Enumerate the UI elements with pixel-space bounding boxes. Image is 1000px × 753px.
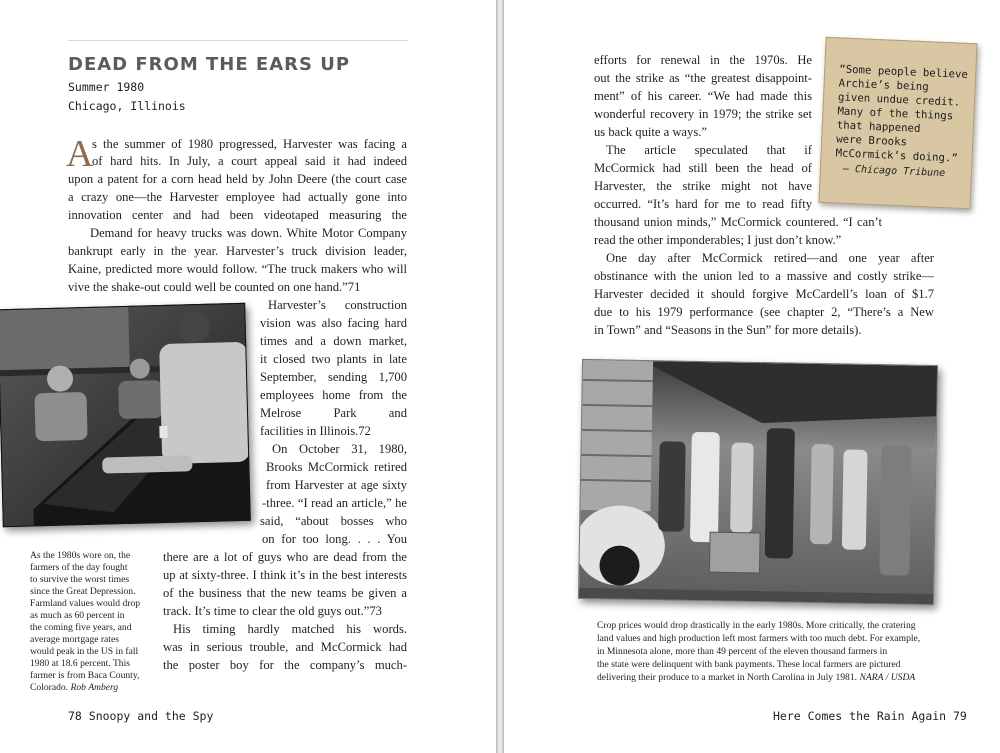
caption-line: the coming five years, and bbox=[30, 622, 132, 633]
body-line: due to his 1979 performance (see chapter 2, “There’s a New bbox=[594, 305, 934, 319]
body-line: One day after McCormick retired—and one year after bbox=[606, 251, 934, 265]
pull-quote-card bbox=[818, 37, 977, 209]
caption-text: delivering their produce to a market in North Carolina in July 1981. bbox=[597, 672, 858, 683]
dateline-place: Chicago, Illinois bbox=[68, 99, 186, 113]
body-line: Harvester decided it should forgive McCardell’s loan of $1.7 bbox=[594, 287, 934, 301]
caption-line: land values and high production left most farmers with too much debt. For example, bbox=[597, 633, 921, 644]
chapter-title: DEAD FROM THE EARS UP bbox=[68, 54, 351, 75]
body-line: Harvester’s construction bbox=[268, 298, 407, 312]
caption-line: would peak in the US in fall bbox=[30, 646, 139, 657]
caption-last-line bbox=[30, 682, 118, 694]
body-line: from Harvester at age sixty bbox=[266, 478, 407, 492]
body-line: was in serious trouble, and McCormick had bbox=[163, 640, 407, 654]
quote-source: – Chicago Tribune bbox=[842, 163, 946, 180]
header-rule bbox=[68, 40, 408, 41]
body-line: up at sixty-three. I think it’s in the best interests bbox=[163, 568, 407, 582]
caption-line: farmers of the day fought bbox=[30, 562, 128, 573]
body-line: read the other imponderables; I just don’t know.” bbox=[594, 233, 842, 247]
caption-line: Crop prices would drop drastically in the early 1980s. More critically, the cratering bbox=[597, 620, 916, 631]
produce-market-photo bbox=[578, 359, 938, 605]
body-line: said, “about bosses who bbox=[260, 514, 407, 528]
body-line: in Town” and “Seasons in the Sun” for more details). bbox=[594, 323, 862, 337]
body-line: on for too long. . . . You bbox=[262, 532, 407, 546]
body-line: His timing hardly matched his words. bbox=[173, 622, 407, 636]
caption-line: as much as 60 percent in bbox=[30, 610, 125, 621]
caption-text: Colorado. bbox=[30, 682, 69, 693]
body-line: upon a patent for a corn head held by John Deere (the court case bbox=[68, 172, 407, 186]
farmers-table-photo bbox=[0, 303, 251, 527]
body-line: out the strike as “the greatest disappoint- bbox=[594, 71, 812, 85]
quote-line: were Brooks bbox=[835, 132, 908, 149]
quote-line: McCormick’s doing.” bbox=[835, 146, 959, 165]
body-line: efforts for renewal in the 1970s. He bbox=[594, 53, 812, 67]
quote-line: that happened bbox=[836, 118, 921, 135]
body-line: it closed two plants in late bbox=[260, 352, 407, 366]
body-line: employees home from the bbox=[260, 388, 407, 402]
body-line: a crazy one—the Harvester employee had actually gone into bbox=[68, 190, 407, 204]
body-line: obstinance with the union led to a massive and costly strike— bbox=[594, 269, 934, 283]
page-folio-right: Here Comes the Rain Again 79 bbox=[773, 709, 967, 723]
body-line: innovation center and had been videotaped measuring the bbox=[68, 208, 407, 222]
body-line: times and a down market, bbox=[260, 334, 407, 348]
body-line: -three. “I read an article,” he bbox=[262, 496, 407, 510]
body-line: s the summer of 1980 progressed, Harvester was facing a bbox=[92, 137, 407, 151]
body-line: us back quite a ways.” bbox=[594, 125, 707, 139]
body-line: September, sending 1,700 bbox=[260, 370, 407, 384]
body-line: vision was also facing hard bbox=[260, 316, 407, 330]
body-line: Melrose Park and bbox=[260, 406, 407, 420]
quote-line: “Some people believe bbox=[839, 62, 969, 81]
caption-line: farmer is from Baca County, bbox=[30, 670, 140, 681]
photo-credit: NARA / USDA bbox=[859, 672, 916, 683]
body-line: Kaine, predicted more would follow. “The truck makers who will bbox=[68, 262, 407, 276]
body-line: Brooks McCormick retired bbox=[266, 460, 407, 474]
caption-line: 1980 at 18.6 percent. This bbox=[30, 658, 131, 669]
dateline-date: Summer 1980 bbox=[68, 80, 145, 94]
caption-line: average mortgage rates bbox=[30, 634, 119, 645]
caption-line: Farmland values would drop bbox=[30, 598, 141, 609]
body-line: occurred. “It’s hard for me to read fifty bbox=[594, 197, 812, 211]
body-line: the poster boy for the company’s much- bbox=[163, 658, 407, 672]
quote-line: Many of the things bbox=[837, 104, 954, 123]
body-line: track. It’s time to clear the old guys out.”73 bbox=[163, 604, 382, 618]
body-line: of the business that the new teams be given a bbox=[163, 586, 407, 600]
body-line: wonderful recovery in 1979; the strike set bbox=[594, 107, 812, 121]
caption-line: As the 1980s wore on, the bbox=[30, 550, 131, 561]
caption-line: to survive the worst times bbox=[30, 574, 130, 585]
caption-last-line bbox=[597, 672, 915, 684]
body-line: Demand for heavy trucks was down. White Motor Company bbox=[90, 226, 407, 240]
body-line: thousand union minds,” McCormick countered. “I can’t bbox=[594, 215, 882, 229]
body-line: ment” of his career. “We had made this bbox=[594, 89, 812, 103]
body-line: Harvester, the strike might not have bbox=[594, 179, 812, 193]
page-folio-left: 78 Snoopy and the Spy bbox=[68, 709, 214, 723]
quote-line: Archie’s being bbox=[838, 76, 929, 94]
body-line: bankrupt early in the year. Harvester’s truck division leader, bbox=[68, 244, 407, 258]
body-line: On October 31, 1980, bbox=[272, 442, 407, 456]
body-line: McCormick had still been the head of bbox=[594, 161, 812, 175]
caption-line: in Minnesota alone, more than 49 percent of the eleven thousand farmers in bbox=[597, 646, 888, 657]
body-line: facilities in Illinois.72 bbox=[260, 424, 371, 438]
body-line: vive the shake-out could well be counted on one hand.”71 bbox=[68, 280, 361, 294]
caption-line: since the Great Depression. bbox=[30, 586, 136, 597]
photo-credit: Rob Amberg bbox=[70, 682, 119, 693]
caption-line: the state were delinquent with bank payments. These local farmers are pictured bbox=[597, 659, 901, 670]
drop-cap: A bbox=[66, 133, 94, 175]
quote-line: given undue credit. bbox=[837, 90, 961, 109]
body-line: The article speculated that if bbox=[606, 143, 812, 157]
body-line: of hard hits. In July, a court appeal said it had indeed bbox=[92, 154, 407, 168]
body-line: there are a lot of guys who are dead from the bbox=[163, 550, 407, 564]
